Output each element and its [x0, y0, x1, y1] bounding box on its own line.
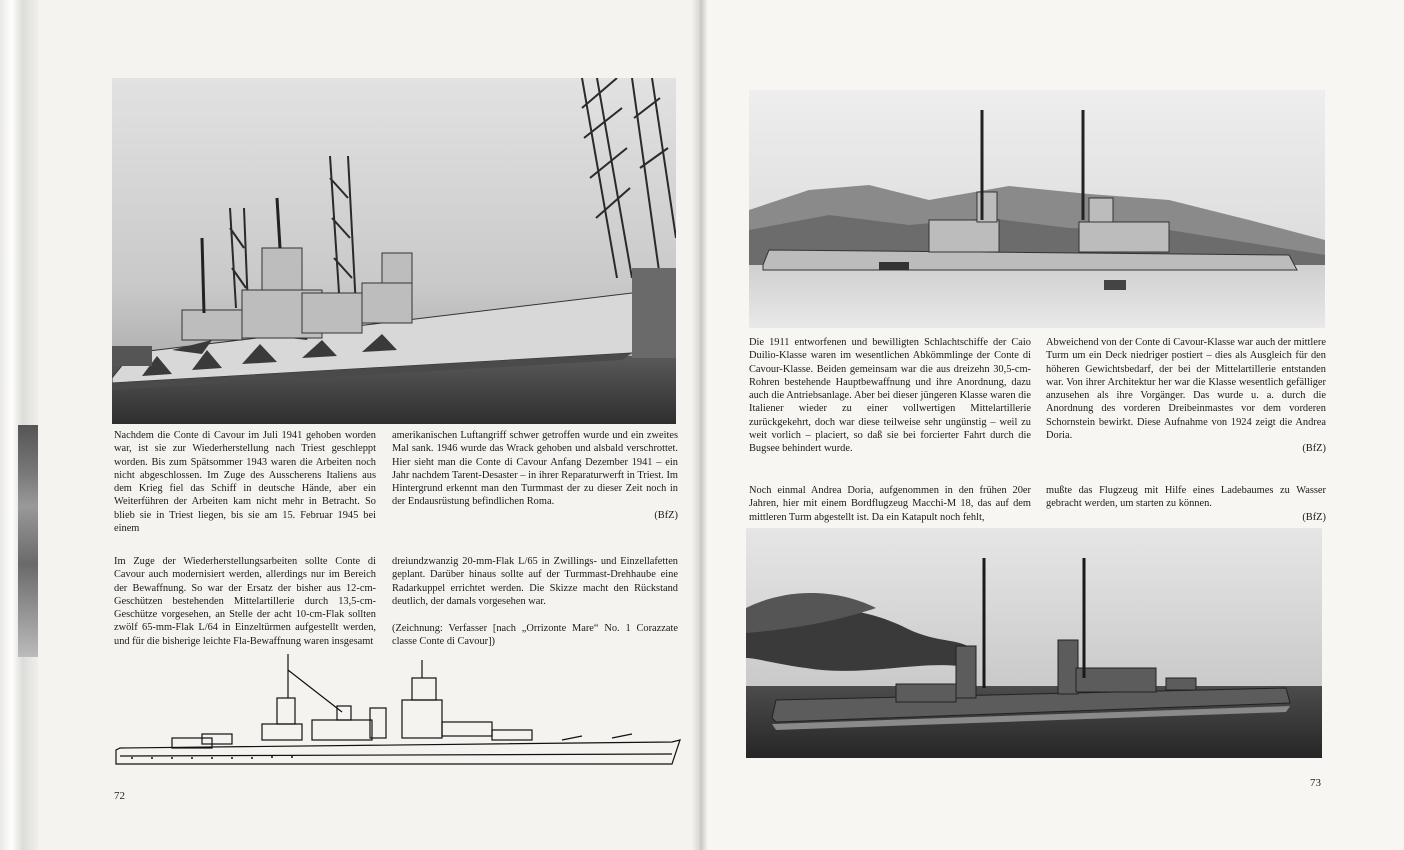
photo-andrea-doria-at-sea	[746, 528, 1322, 758]
caption-text: mußte das Flugzeug mit Hilfe eines Ladebaumes zu Wasser gebracht werden, um starten zu können.	[1046, 485, 1326, 510]
body-text: Im Zuge der Wiederherstellungsarbeiten sollte Conte di Cavour auch modernisiert werden, allerdings nur im Bereich der Bewaffnung. So war der Ersatz der bisher aus 12-cm-Geschützen bestehenden Mittelartillerie durch 13,5-cm-Geschütze vorgesehen, an Stelle der acht 10-cm-Flak sollten zwölf 65-mm-Flak L/64 in Einzeltürmen aufgestellt werden, und für die bisherige leichte Fla-Bewaffnung waren insgesamt	[114, 556, 376, 647]
caption-right-mid-col2	[1046, 484, 1326, 524]
caption-right-top-col2	[1046, 336, 1326, 456]
caption-text: Die 1911 entworfenen und bewilligten Schlachtschiffe der Caio Duilio-Klasse waren im wesentlichen Abkömmlinge der Conte di Cavour-Klasse. Beiden gemeinsam war die aus dreizehn 30,5-cm-Rohren bestehende Hauptbewaffnung und ihre Anordnung, dazu auch die Antriebsanlage. Aber bei dieser jüngeren Klasse waren die Italiener wieder zu einer vollwertigen Mittelartillerie zurückgekehrt, doch war diese teilweise sehr ungünstig – weil zu weit vorlich – placiert, so daß sie bei forcierter Fahrt durch die Bugsee behindert wurde.	[749, 337, 1031, 455]
caption-text: Abweichend von der Conte di Cavour-Klasse war auch der mittlere Turm um ein Deck niedriger postiert – dies als Ausgleich für den höheren Gewichtsbedarf, der bei der Mittelartillerie entstanden war. Von ihrer Architektur her war die Klasse wesentlich gefälliger anzusehen als ihre Vorgänger. Das wurde u. a. durch die Anordnung des vorderen Dreibeinmastes vor dem vorderen Schornstein bewirkt. Diese Aufnahme von 1924 zeigt die Andrea Doria.	[1046, 337, 1326, 442]
caption-left-col2	[392, 429, 678, 522]
photo-credit: (BfZ)	[654, 509, 678, 521]
book-gutter	[692, 0, 708, 850]
caption-text: amerikanischen Luftangriff schwer getroffen wurde und ein zweites Mal sank. 1946 wurde das Wrack gehoben und alsbald verschrottet. Hier sieht man die Conte di Cavour Anfang Dezember 1941 – ein Jahr nachdem Tarent-Desaster – in ihrer Reparaturwerft in Triest. Im Hintergrund erkennt man den Turmmast der zu dieser Zeit noch in der Endausrüstung befindlichen Roma.	[392, 430, 678, 508]
photo-credit: (BfZ)	[1302, 443, 1326, 455]
body-text: dreiundzwanzig 20-mm-Flak L/65 in Zwillings- und Einzellafetten geplant. Darüber hinaus sollte auf der Turmmast-Drehhaube eine Radarkuppel errichtet werden. Die Skizze macht den Rückstand deutlich, der damals vorgesehen war.	[392, 556, 678, 607]
caption-text: Noch einmal Andrea Doria, aufgenommen in den frühen 20er Jahren, hier mit einem Bordflugzeug Macchi-M 18, das auf dem mittleren Turm abgestellt ist. Da ein Katapult noch fehlt,	[749, 485, 1031, 523]
caption-text: Nachdem die Conte di Cavour im Juli 1941 gehoben worden war, ist sie zur Wiederherstellung nach Triest geschleppt worden. Bis zum Spätsommer 1943 waren die Arbeiten noch nicht abgeschlossen. Im Zuge des Ausscherens Italiens aus dem Krieg fiel das Schiff in deutsche Hände, aber ein Weiterführen der Arbeiten kam nicht mehr in Betracht. So blieb sie in Triest liegen, bis sie am 15. Februar 1945 bei einem	[114, 430, 376, 535]
photo-conte-di-cavour-in-dock	[112, 78, 676, 424]
ship-profile-drawing	[112, 650, 684, 770]
photo-andrea-doria-1924	[749, 90, 1325, 328]
body-left-col1	[114, 555, 376, 648]
page-number-left: 72	[114, 790, 125, 802]
adjacent-page-photo-edge	[18, 425, 40, 657]
caption-right-mid-col1	[749, 484, 1031, 524]
caption-right-top-col1	[749, 336, 1031, 456]
body-left-col2	[392, 555, 678, 649]
page-number-right: 73	[1310, 777, 1321, 789]
drawing-credit: (Zeichnung: Verfasser [nach „Orrizonte Mare“ No. 1 Corazzate classe Conte di Cavour])	[392, 623, 678, 648]
photo-credit: (BfZ)	[1302, 511, 1326, 523]
caption-left-col1	[114, 429, 376, 535]
